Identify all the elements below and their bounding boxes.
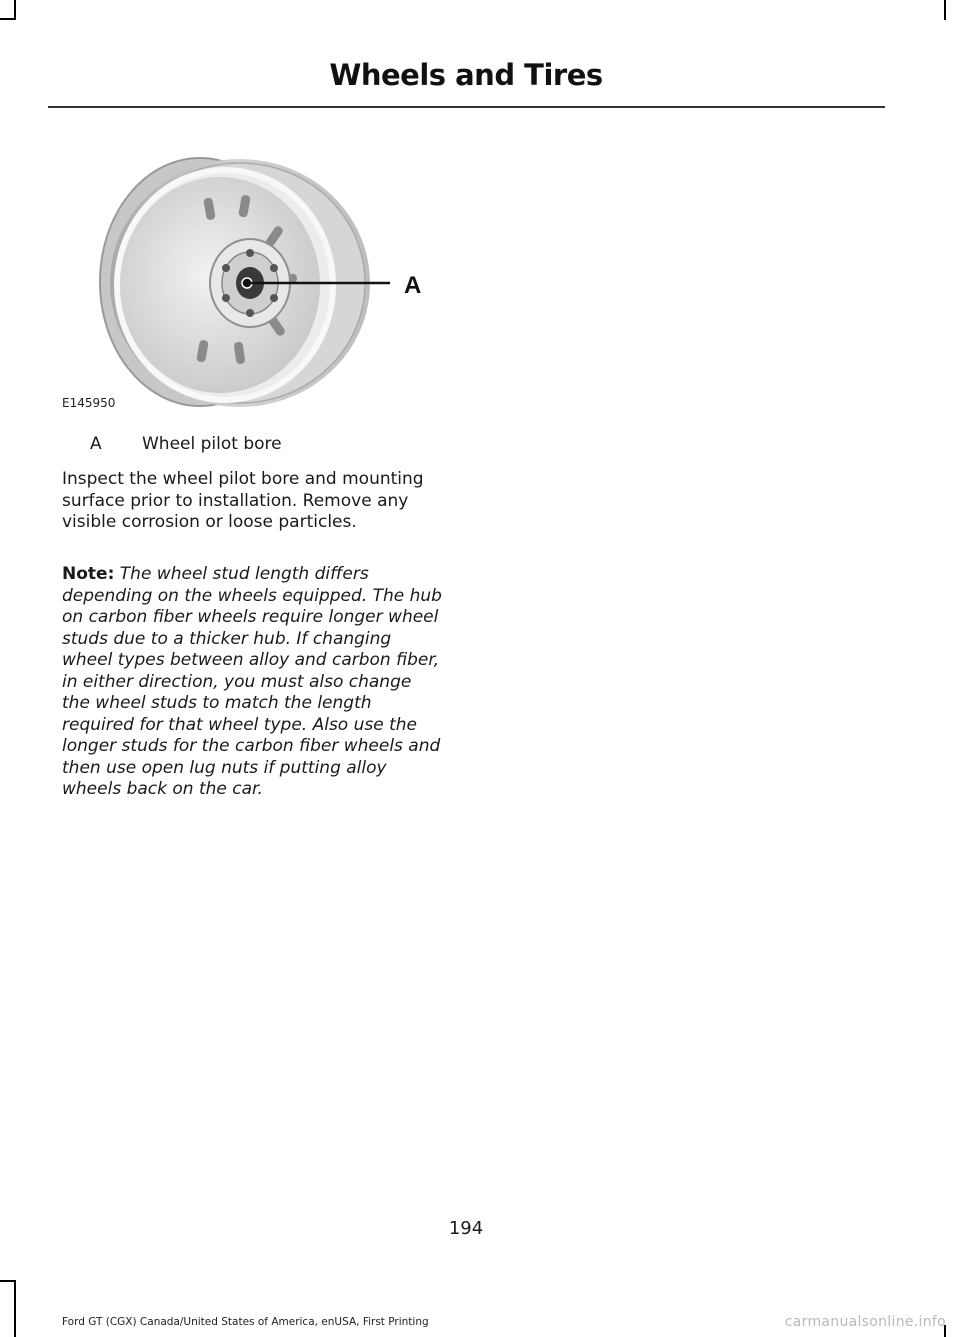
note-text: The wheel stud length differs depending on the wheels equipped. The hub on carbon fiber wheels require longer wheel studs due to a thicker hub. If changing wheel types between alloy and carbon fiber, in either direction, you must also change the wheel studs to match the length required for that wheel type. Also use the longer studs for the carbon fiber wheels and then use open lug nuts if putting alloy wheels back on the car. (62, 564, 442, 799)
callout-label: A (404, 272, 422, 299)
wheel-illustration (60, 150, 440, 420)
header-rule (48, 106, 885, 108)
watermark: carmanualsonline.info (784, 1314, 946, 1330)
crop-mark-bottom-left (14, 1280, 16, 1337)
crop-mark-top-right (944, 0, 946, 20)
crop-mark-top-left (14, 0, 16, 20)
note-label: Note: (62, 564, 115, 584)
crop-mark-top-left-h (0, 18, 16, 20)
instruction-paragraph: Inspect the wheel pilot bore and mounting surface prior to installation. Remove any visible corrosion or loose particles. (62, 469, 424, 532)
figure-legend (90, 434, 282, 454)
page-number: 194 (448, 1218, 484, 1239)
edition-footer: Ford GT (CGX) Canada/United States of America, enUSA, First Printing (62, 1316, 429, 1328)
crop-mark-bottom-left-h (0, 1280, 16, 1282)
legend-text: Wheel pilot bore (142, 434, 282, 454)
figure-id: E145950 (62, 396, 116, 410)
page-title: Wheels and Tires (329, 58, 603, 92)
legend-key: A (90, 434, 102, 454)
note-paragraph (62, 564, 442, 801)
